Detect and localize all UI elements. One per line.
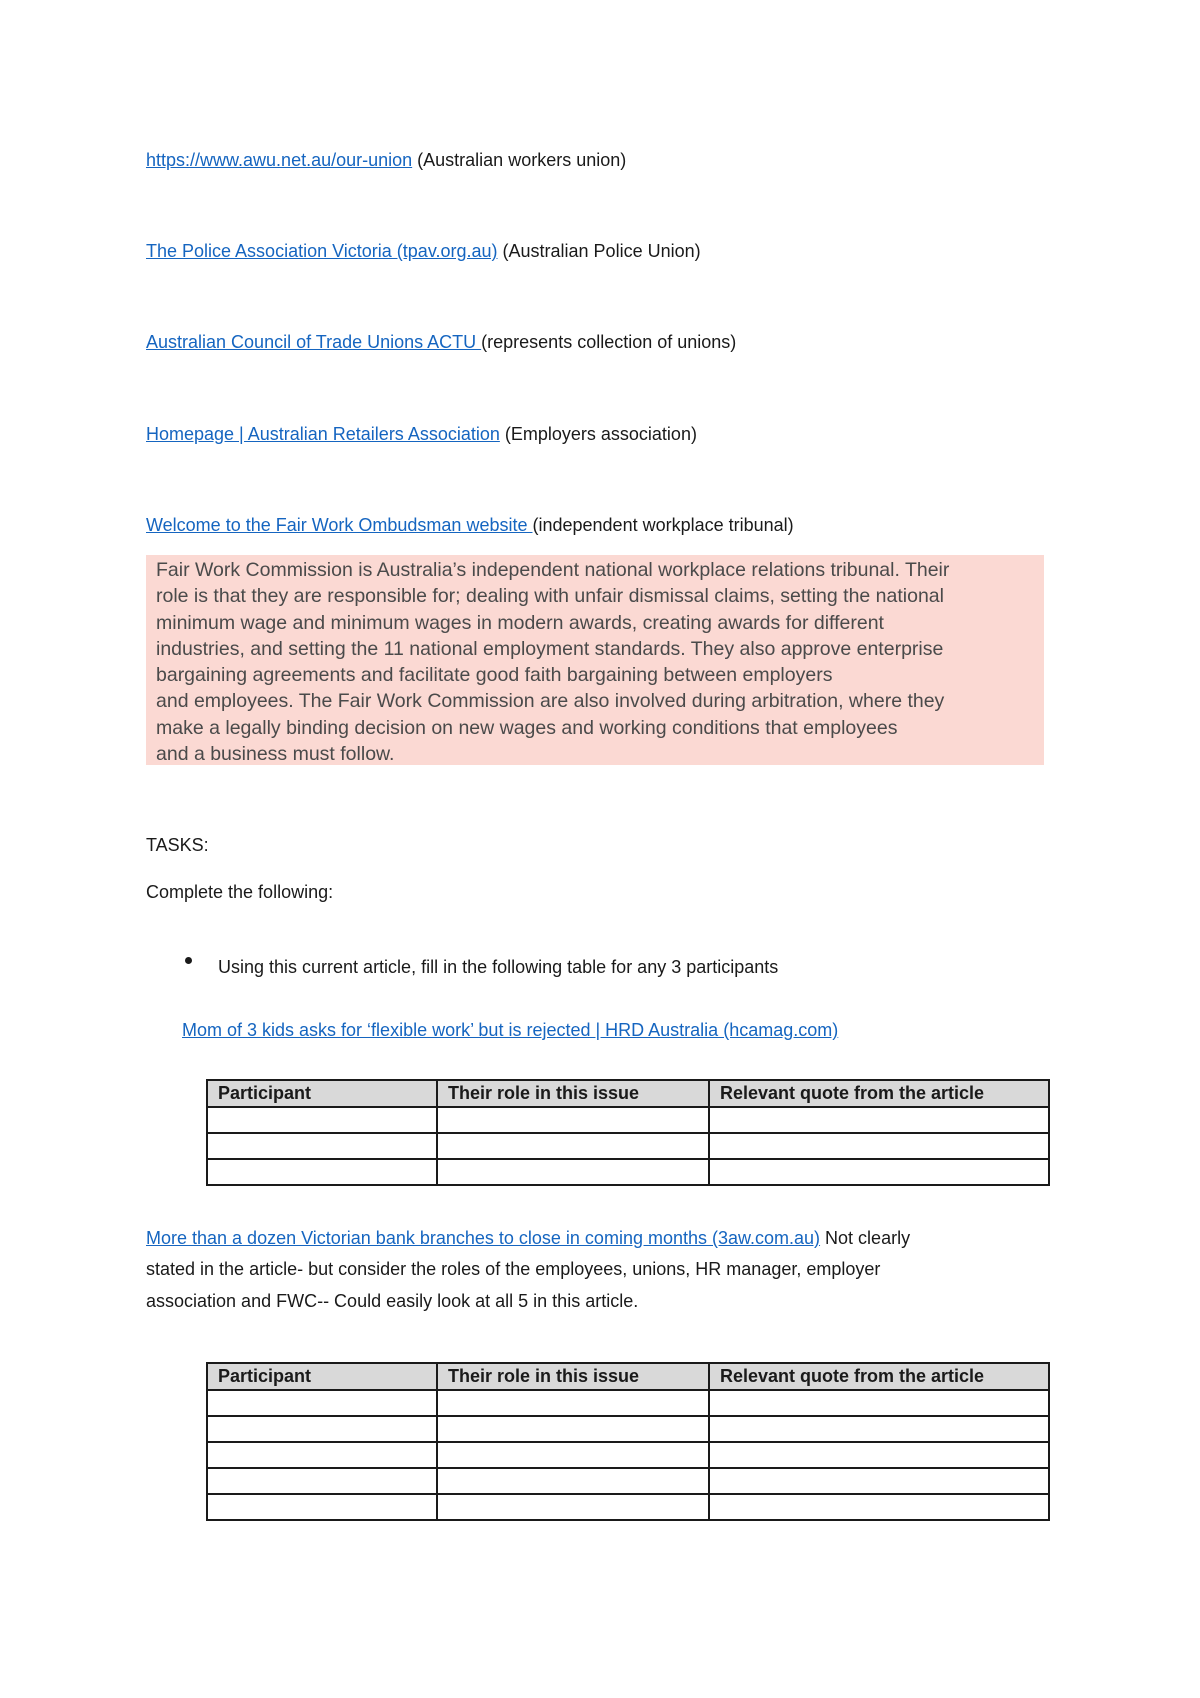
table-cell[interactable] (709, 1107, 1049, 1133)
table-cell[interactable] (207, 1442, 437, 1468)
table-header-row (207, 1080, 1049, 1107)
article1-line (182, 1019, 838, 1041)
callout-line: Fair Work Commission is Australia’s independent national workplace relations tribunal. Their (156, 559, 950, 581)
header-participant: Participant (207, 1363, 437, 1390)
tpav-note: (Australian Police Union) (497, 241, 701, 261)
bullet-text: Using this current article, fill in the following table for any 3 participants (218, 957, 779, 977)
fwo-line (146, 514, 794, 536)
table-cell[interactable] (437, 1390, 709, 1416)
awu-link[interactable]: https://www.awu.net.au/our-union (146, 150, 413, 170)
article2-link[interactable]: More than a dozen Victorian bank branches to close in coming months (3aw.com.au) (146, 1228, 821, 1248)
header-role: Their role in this issue (437, 1363, 709, 1390)
ara-note: (Employers association) (499, 424, 697, 444)
callout-line: and a business must follow. (156, 743, 395, 766)
table-cell[interactable] (437, 1133, 709, 1159)
callout-line: role is that they are responsible for; dealing with unfair dismissal claims, setting the national (156, 585, 944, 608)
table-cell[interactable] (709, 1468, 1049, 1494)
actu-link[interactable]: Australian Council of Trade Unions ACTU (146, 332, 482, 352)
bullet-icon (185, 957, 192, 964)
awu-note: (Australian workers union) (412, 150, 627, 170)
tpav-line (146, 240, 701, 262)
table-cell[interactable] (207, 1390, 437, 1416)
table-cell[interactable] (709, 1416, 1049, 1442)
table-row (207, 1416, 1049, 1442)
fwo-link[interactable]: Welcome to the Fair Work Ombudsman website (146, 515, 533, 535)
tpav-link[interactable]: The Police Association Victoria (tpav.org.au) (146, 241, 498, 261)
callout-line: industries, and setting the 11 national employment standards. They also approve enterprise (156, 637, 944, 660)
table-cell[interactable] (437, 1442, 709, 1468)
table-cell[interactable] (207, 1494, 437, 1520)
table-row (207, 1494, 1049, 1520)
header-role: Their role in this issue (437, 1080, 709, 1107)
table-cell[interactable] (207, 1159, 437, 1185)
tasks-heading: TASKS: (146, 835, 209, 855)
header-quote: Relevant quote from the article (709, 1080, 1049, 1107)
callout-line: make a legally binding decision on new wages and working conditions that employees (156, 716, 898, 739)
table-cell[interactable] (207, 1107, 437, 1133)
table-cell[interactable] (207, 1468, 437, 1494)
table-row (207, 1442, 1049, 1468)
table-row (207, 1390, 1049, 1416)
article2-text-2: stated in the article- but consider the roles of the employees, unions, HR manager, employer (146, 1259, 881, 1279)
participants-table-2 (206, 1362, 1050, 1521)
article2-line-1 (146, 1227, 910, 1249)
table-row (207, 1468, 1049, 1494)
table-cell[interactable] (437, 1107, 709, 1133)
callout-line: bargaining agreements and facilitate good faith bargaining between employers (156, 664, 833, 687)
callout-line: minimum wage and minimum wages in modern awards, creating awards for different (156, 611, 884, 634)
table-cell[interactable] (207, 1416, 437, 1442)
table-cell[interactable] (437, 1159, 709, 1185)
awu-line (146, 149, 626, 171)
table-cell[interactable] (437, 1468, 709, 1494)
article1-link[interactable]: Mom of 3 kids asks for ‘flexible work’ but is rejected | HRD Australia (hcamag.com) (182, 1020, 839, 1040)
fwc-callout (146, 555, 1044, 765)
ara-line (146, 423, 697, 445)
actu-line (146, 331, 736, 353)
header-participant: Participant (207, 1080, 437, 1107)
header-quote: Relevant quote from the article (709, 1363, 1049, 1390)
table-cell[interactable] (437, 1416, 709, 1442)
article2-text-1: Not clearly (820, 1228, 911, 1248)
fwo-note: (independent workplace tribunal) (532, 515, 794, 535)
callout-line: and employees. The Fair Work Commission are also involved during arbitration, where they (156, 690, 945, 713)
participants-table-1 (206, 1079, 1050, 1186)
table-cell[interactable] (709, 1159, 1049, 1185)
table-cell[interactable] (709, 1133, 1049, 1159)
table-cell[interactable] (709, 1390, 1049, 1416)
ara-link[interactable]: Homepage | Australian Retailers Association (146, 424, 500, 444)
complete-instruction: Complete the following: (146, 882, 334, 902)
table-cell[interactable] (709, 1442, 1049, 1468)
table-header-row (207, 1363, 1049, 1390)
actu-note: (represents collection of unions) (481, 332, 737, 352)
article2-text-3: association and FWC-- Could easily look at all 5 in this article. (146, 1291, 639, 1311)
table-row (207, 1107, 1049, 1133)
table-cell[interactable] (709, 1494, 1049, 1520)
table-row (207, 1133, 1049, 1159)
table-cell[interactable] (437, 1494, 709, 1520)
table-row (207, 1159, 1049, 1185)
table-cell[interactable] (207, 1133, 437, 1159)
